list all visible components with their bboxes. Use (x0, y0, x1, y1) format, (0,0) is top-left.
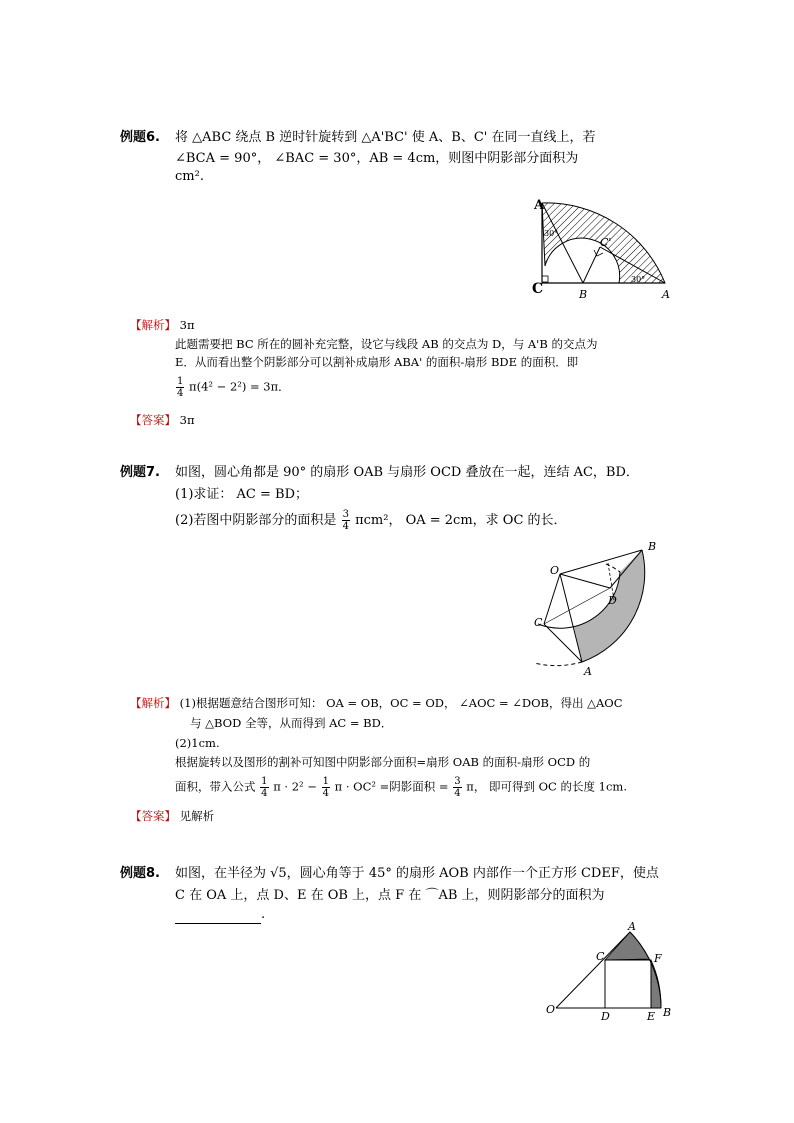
example-6-analysis (130, 316, 195, 334)
example-7-answer (130, 807, 214, 825)
analysis-tag: 【解析】 (130, 696, 176, 710)
example-7-figure (528, 538, 668, 680)
analysis-value: 3π (179, 318, 195, 332)
example-6-text-line-1: 将 △ABC 绕点 B 逆时针旋转到 △A'BC' 使 A、B、C' 在同一直线上，若 (175, 130, 596, 145)
example-7-text-line-1: 如图，圆心角都是 90° 的扇形 OAB 与扇形 OCD 叠放在一起，连结 AC，BD． (175, 465, 639, 480)
answer-tag: 【答案】 (130, 809, 176, 823)
example-7-analysis-line-5: 面积，带入公式 $\frac{1}{4}$ π · 2² − $\frac{1}{4}$ π · OC² =阴影面积 = $\frac{3}{4}$ π， 即可得到 OC 的长度 1cm. (175, 776, 627, 799)
answer-blank[interactable] (175, 909, 261, 924)
example-6-figure (528, 194, 678, 306)
analysis-tag: 【解析】 (130, 318, 176, 332)
example-6-analysis-line-2: E．从而看出整个阴影部分可以割补成扇形 ABA' 的面积-扇形 BDE 的面积．即 (175, 355, 579, 369)
example-7-analysis-line-2: 与 △BOD 全等，从而得到 AC = BD． (190, 716, 393, 730)
label-C: C (532, 281, 544, 297)
example-8-label: 例题8. (120, 866, 160, 881)
fraction: $\frac{1}{4}$ (177, 376, 184, 399)
label-C: C (596, 950, 605, 963)
label-O: O (550, 564, 560, 577)
angle-30-bottom: 30° (631, 275, 646, 284)
label-C-prime: C' (600, 236, 612, 249)
fraction: $\frac{1}{4}$ (322, 776, 329, 799)
answer-tag: 【答案】 (130, 413, 176, 427)
label-D: D (608, 594, 617, 607)
fraction: $\frac{1}{4}$ (261, 776, 268, 799)
example-6-label: 例题6. (120, 130, 160, 145)
fraction: $\frac{3}{4}$ (342, 509, 349, 532)
angle-30-top: 30° (544, 229, 559, 238)
example-8-text-line-2: C 在 OA 上，点 D、E 在 OB 上，点 F 在 ⌒AB 上，则阴影部分的面积为 (175, 888, 605, 903)
example-6-text-line-3: cm². (175, 169, 204, 184)
example-6-analysis-line-3: $\frac{1}{4}$ π(4² − 2²) = 3π． (177, 376, 290, 399)
example-7-text-line-2: (1)求证： AC = BD； (175, 487, 309, 502)
example-8-text-line-3: . (175, 906, 265, 924)
example-8-figure (542, 920, 678, 1022)
example-6-analysis-line-1: 此题需要把 BC 所在的圆补充完整，设它与线段 AB 的交点为 D，与 A'B 的交点为 (175, 337, 598, 351)
answer-value: 见解析 (179, 809, 215, 823)
example-6-answer (130, 411, 195, 429)
example-6-text-line-2: ∠BCA = 90°， ∠BAC = 30°，AB = 4cm，则图中阴影部分面积为 (175, 151, 579, 166)
example-7-analysis-line-3: (2)1cm. (175, 736, 220, 750)
example-7-label: 例题7. (120, 465, 160, 480)
label-C: C (534, 616, 543, 629)
label-B: B (579, 288, 588, 301)
label-O: O (546, 1003, 556, 1016)
example-7-text-line-3: (2)若图中阴影部分的面积是 $\frac{3}{4}$ πcm²， OA = 2cm，求 OC 的长． (175, 509, 567, 532)
label-A: A (662, 288, 670, 301)
label-B: B (648, 540, 657, 553)
label-F: F (654, 952, 662, 965)
example-7-analysis-line-4: 根据旋转以及图形的割补可知图中阴影部分面积=扇形 OAB 的面积-扇形 OCD 的 (175, 755, 591, 769)
example-7-analysis-line-1: 【解析】 (1)根据题意结合图形可知： OA = OB，OC = OD， ∠AOC = ∠DOB，得出 △AOC (130, 696, 623, 710)
label-E: E (647, 1010, 656, 1022)
answer-value: 3π (179, 413, 195, 427)
shaded-top (605, 932, 649, 960)
fraction: $\frac{3}{4}$ (454, 776, 461, 799)
example-8-text-line-1: 如图，在半径为 √5，圆心角等于 45° 的扇形 AOB 内部作一个正方形 CDEF，使点 (175, 866, 659, 881)
label-A-prime: A (534, 198, 545, 213)
label-D: D (601, 1010, 610, 1022)
label-A: A (584, 665, 592, 678)
label-A: A (628, 920, 636, 933)
label-B: B (663, 1006, 672, 1019)
